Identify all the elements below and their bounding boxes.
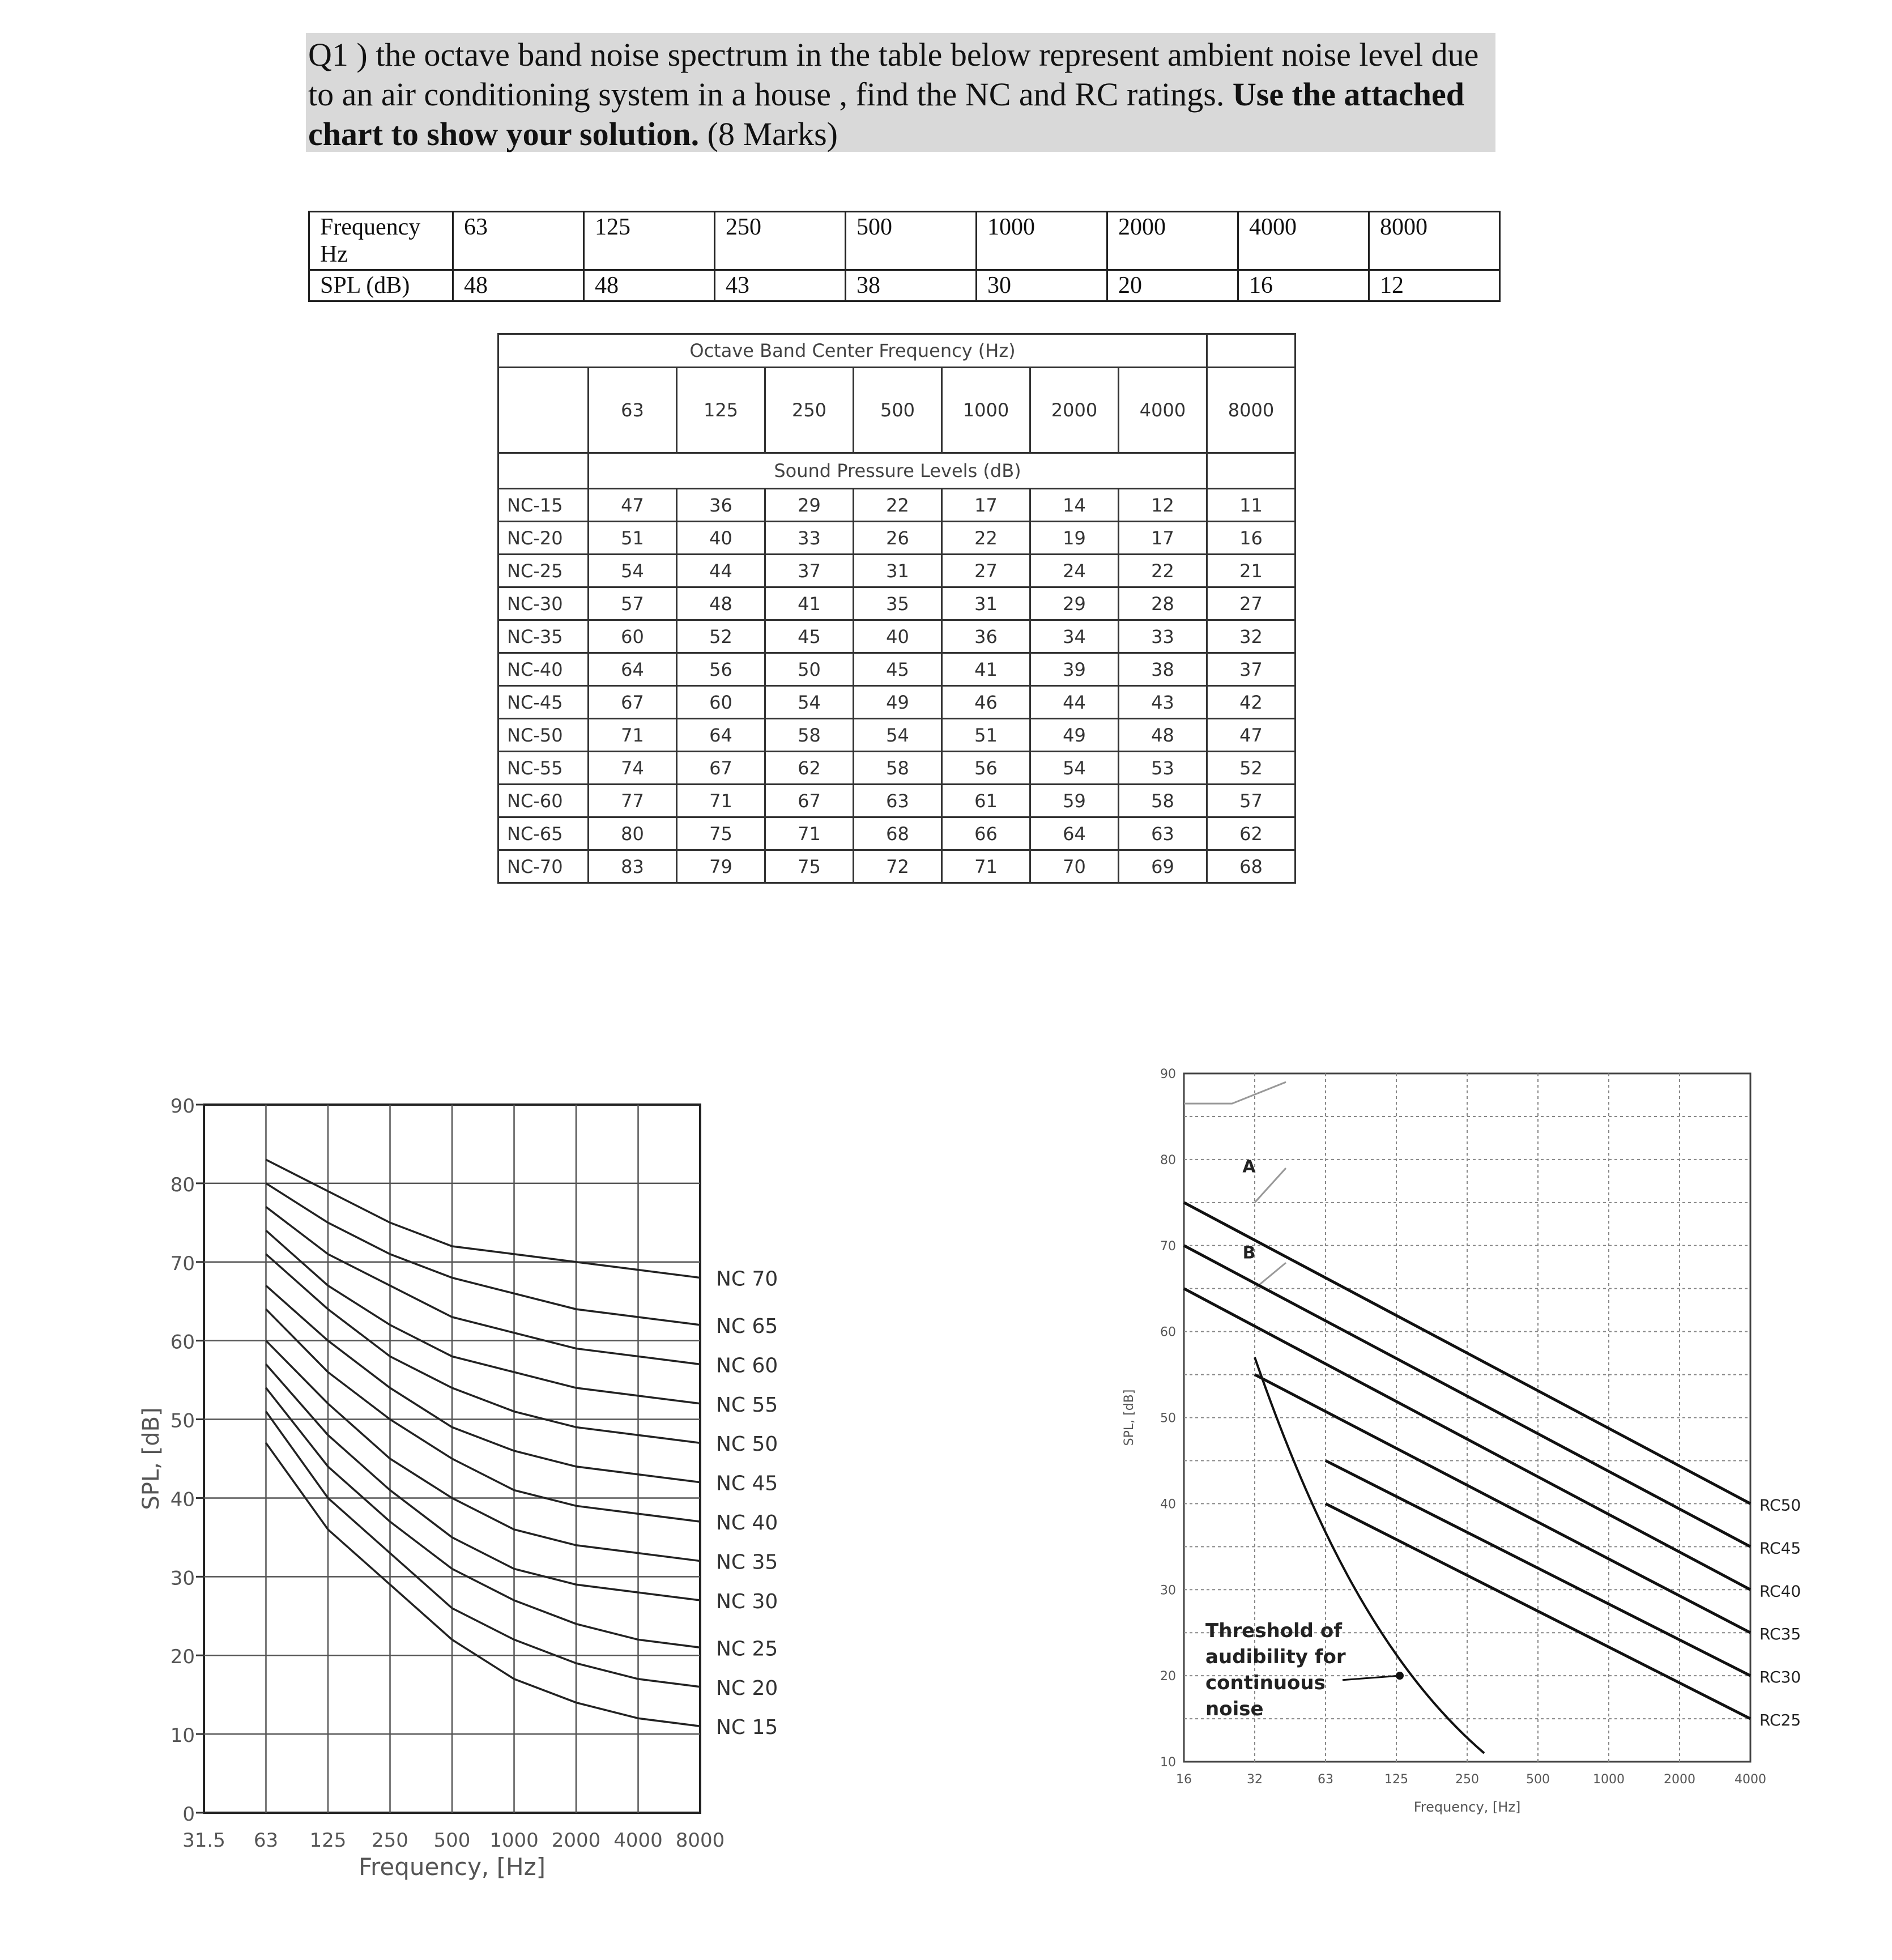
nc-sub-corner xyxy=(498,453,589,489)
nc-value-cell: 64 xyxy=(589,653,677,686)
nc-title-corner xyxy=(1207,334,1296,368)
nc-value-cell: 22 xyxy=(1119,555,1207,587)
nc-curve-line xyxy=(266,1160,701,1277)
nc-freq-header: 4000 xyxy=(1119,368,1207,453)
nc-y-tick-label: 60 xyxy=(170,1331,195,1354)
nc-frequency-row xyxy=(498,368,1296,453)
nc-y-tick-label: 40 xyxy=(170,1488,195,1511)
nc-value-cell: 37 xyxy=(765,555,854,587)
nc-curve-line xyxy=(266,1388,701,1647)
rc-curve-label: RC50 xyxy=(1759,1495,1801,1515)
nc-row-name: NC-40 xyxy=(498,653,589,686)
nc-value-cell: 40 xyxy=(854,620,942,653)
nc-table-row xyxy=(498,719,1296,752)
nc-value-cell: 60 xyxy=(677,686,765,719)
nc-value-cell: 32 xyxy=(1207,620,1296,653)
nc-value-cell: 21 xyxy=(1207,555,1296,587)
spl-cell: 20 xyxy=(1107,270,1238,301)
spl-cell: 48 xyxy=(453,270,584,301)
nc-value-cell: 58 xyxy=(765,719,854,752)
nc-x-tick-label: 31.5 xyxy=(182,1829,225,1852)
rc-y-tick-label: 60 xyxy=(1160,1325,1176,1340)
nc-x-tick-label: 63 xyxy=(253,1829,279,1852)
nc-value-cell: 69 xyxy=(1119,850,1207,883)
freq-cell: 63 xyxy=(453,212,584,270)
rc-x-tick-label: 250 xyxy=(1455,1772,1479,1787)
nc-subtitle-row xyxy=(498,453,1296,489)
nc-curve-line xyxy=(266,1285,701,1482)
nc-value-cell: 26 xyxy=(854,522,942,555)
nc-value-cell: 56 xyxy=(942,752,1030,785)
rc-curve-label: RC25 xyxy=(1759,1711,1801,1730)
nc-x-tick-label: 500 xyxy=(433,1829,471,1852)
spl-cell: 43 xyxy=(715,270,846,301)
nc-curves-chart xyxy=(113,1076,778,1898)
spl-cell: 38 xyxy=(846,270,977,301)
nc-value-cell: 53 xyxy=(1119,752,1207,785)
nc-value-cell: 31 xyxy=(854,555,942,587)
nc-value-cell: 44 xyxy=(1030,686,1119,719)
nc-curve-label: NC 30 xyxy=(716,1590,778,1613)
nc-freq-corner xyxy=(498,368,589,453)
nc-value-cell: 41 xyxy=(765,587,854,620)
nc-curve-line xyxy=(266,1412,701,1687)
nc-value-cell: 19 xyxy=(1030,522,1119,555)
rc-y-tick-label: 70 xyxy=(1160,1239,1176,1254)
nc-value-cell: 34 xyxy=(1030,620,1119,653)
nc-curve-label: NC 20 xyxy=(716,1676,778,1700)
nc-value-cell: 64 xyxy=(1030,817,1119,850)
nc-value-cell: 54 xyxy=(589,555,677,587)
nc-x-axis-label: Frequency, [Hz] xyxy=(358,1853,546,1881)
rc-y-tick-label: 10 xyxy=(1160,1756,1176,1770)
nc-row-name: NC-65 xyxy=(498,817,589,850)
rc-threshold-dot xyxy=(1396,1672,1404,1680)
nc-value-cell: 54 xyxy=(854,719,942,752)
nc-table-subtitle: Sound Pressure Levels (dB) xyxy=(589,453,1207,489)
nc-value-cell: 75 xyxy=(765,850,854,883)
nc-curve-label: NC 55 xyxy=(716,1393,778,1417)
freq-cell: 1000 xyxy=(977,212,1107,270)
nc-value-cell: 36 xyxy=(677,489,765,522)
nc-value-cell: 60 xyxy=(589,620,677,653)
nc-freq-header: 2000 xyxy=(1030,368,1119,453)
spl-label: SPL (dB) xyxy=(309,270,453,301)
rc-x-tick-label: 16 xyxy=(1176,1772,1192,1787)
nc-y-tick-label: 30 xyxy=(170,1567,195,1590)
nc-value-cell: 38 xyxy=(1119,653,1207,686)
nc-value-cell: 54 xyxy=(1030,752,1119,785)
nc-value-cell: 29 xyxy=(1030,587,1119,620)
nc-value-cell: 54 xyxy=(765,686,854,719)
rc-region-a-mark xyxy=(1255,1168,1286,1203)
freq-cell: 500 xyxy=(846,212,977,270)
freq-cell: 4000 xyxy=(1238,212,1369,270)
nc-value-cell: 70 xyxy=(1030,850,1119,883)
nc-y-tick-label: 90 xyxy=(170,1095,195,1118)
nc-value-cell: 22 xyxy=(854,489,942,522)
rc-x-tick-label: 4000 xyxy=(1735,1772,1766,1787)
rc-region-a-mark xyxy=(1184,1082,1286,1103)
rc-curves-chart xyxy=(1110,1065,1847,1835)
nc-y-tick-label: 70 xyxy=(170,1252,195,1275)
nc-value-cell: 33 xyxy=(1119,620,1207,653)
nc-table-row xyxy=(498,686,1296,719)
nc-y-tick-label: 80 xyxy=(170,1173,195,1196)
nc-curve-label: NC 50 xyxy=(716,1433,778,1456)
nc-value-cell: 14 xyxy=(1030,489,1119,522)
nc-y-tick-label: 10 xyxy=(170,1724,195,1748)
rc-y-axis-label: SPL, [dB] xyxy=(1122,1389,1136,1446)
nc-freq-header: 63 xyxy=(589,368,677,453)
rc-curve-label: RC40 xyxy=(1759,1582,1801,1601)
spl-cell: 30 xyxy=(977,270,1107,301)
nc-value-cell: 68 xyxy=(854,817,942,850)
rc-y-tick-label: 20 xyxy=(1160,1669,1176,1684)
rc-x-tick-label: 63 xyxy=(1318,1772,1333,1787)
nc-value-cell: 31 xyxy=(942,587,1030,620)
nc-value-cell: 41 xyxy=(942,653,1030,686)
nc-curve-label: NC 15 xyxy=(716,1716,778,1740)
nc-value-cell: 40 xyxy=(677,522,765,555)
nc-value-cell: 68 xyxy=(1207,850,1296,883)
nc-value-cell: 67 xyxy=(589,686,677,719)
nc-table-row xyxy=(498,653,1296,686)
nc-table-row xyxy=(498,555,1296,587)
spl-cell: 12 xyxy=(1369,270,1500,301)
nc-value-cell: 62 xyxy=(765,752,854,785)
nc-value-cell: 75 xyxy=(677,817,765,850)
nc-value-cell: 58 xyxy=(1119,785,1207,817)
nc-table-title: Octave Band Center Frequency (Hz) xyxy=(498,334,1207,368)
nc-value-cell: 11 xyxy=(1207,489,1296,522)
rc-curve-label: RC35 xyxy=(1759,1625,1801,1644)
nc-curve-label: NC 70 xyxy=(716,1267,778,1291)
rc-region-a-label: A xyxy=(1242,1157,1256,1177)
rc-y-tick-label: 40 xyxy=(1160,1497,1176,1512)
nc-value-cell: 43 xyxy=(1119,686,1207,719)
nc-row-name: NC-20 xyxy=(498,522,589,555)
nc-value-cell: 47 xyxy=(589,489,677,522)
nc-value-cell: 42 xyxy=(1207,686,1296,719)
freq-cell: 2000 xyxy=(1107,212,1238,270)
rc-curve-label: RC45 xyxy=(1759,1539,1801,1558)
question-marks: (8 Marks) xyxy=(699,116,838,152)
nc-value-cell: 57 xyxy=(1207,785,1296,817)
nc-freq-header: 500 xyxy=(854,368,942,453)
question-text xyxy=(306,33,1495,152)
nc-value-cell: 35 xyxy=(854,587,942,620)
nc-value-cell: 58 xyxy=(854,752,942,785)
nc-value-cell: 16 xyxy=(1207,522,1296,555)
nc-value-cell: 27 xyxy=(1207,587,1296,620)
freq-cell: 8000 xyxy=(1369,212,1500,270)
nc-value-cell: 63 xyxy=(1119,817,1207,850)
nc-value-cell: 62 xyxy=(1207,817,1296,850)
nc-value-cell: 71 xyxy=(942,850,1030,883)
nc-freq-header: 8000 xyxy=(1207,368,1296,453)
nc-table-row xyxy=(498,489,1296,522)
nc-value-cell: 64 xyxy=(677,719,765,752)
frequency-label: Frequency Hz xyxy=(309,212,453,270)
nc-value-cell: 28 xyxy=(1119,587,1207,620)
nc-freq-header: 250 xyxy=(765,368,854,453)
rc-x-tick-label: 1000 xyxy=(1593,1772,1625,1787)
nc-value-cell: 51 xyxy=(942,719,1030,752)
nc-freq-header: 125 xyxy=(677,368,765,453)
nc-value-cell: 79 xyxy=(677,850,765,883)
spl-cell: 16 xyxy=(1238,270,1369,301)
nc-value-cell: 48 xyxy=(1119,719,1207,752)
nc-y-tick-label: 50 xyxy=(170,1409,195,1433)
spectrum-spl-row xyxy=(309,270,1500,301)
spectrum-frequency-row xyxy=(309,212,1500,270)
nc-row-name: NC-45 xyxy=(498,686,589,719)
nc-value-cell: 36 xyxy=(942,620,1030,653)
nc-x-tick-label: 1000 xyxy=(489,1829,539,1852)
nc-curve-label: NC 60 xyxy=(716,1354,778,1378)
nc-x-tick-label: 2000 xyxy=(551,1829,601,1852)
nc-title-row xyxy=(498,334,1296,368)
rc-x-tick-label: 32 xyxy=(1247,1772,1263,1787)
rc-y-tick-label: 50 xyxy=(1160,1411,1176,1426)
nc-y-axis-label: SPL, [dB] xyxy=(138,1407,164,1510)
nc-curve-label: NC 35 xyxy=(716,1550,778,1574)
nc-value-cell: 83 xyxy=(589,850,677,883)
nc-value-cell: 17 xyxy=(1119,522,1207,555)
nc-row-name: NC-35 xyxy=(498,620,589,653)
rc-x-tick-label: 500 xyxy=(1526,1772,1550,1787)
nc-row-name: NC-60 xyxy=(498,785,589,817)
nc-value-cell: 24 xyxy=(1030,555,1119,587)
nc-value-cell: 29 xyxy=(765,489,854,522)
nc-value-cell: 80 xyxy=(589,817,677,850)
nc-value-cell: 49 xyxy=(1030,719,1119,752)
nc-curve-line xyxy=(266,1254,701,1443)
spectrum-table xyxy=(308,211,1501,302)
nc-value-cell: 46 xyxy=(942,686,1030,719)
nc-table-row xyxy=(498,785,1296,817)
nc-freq-header: 1000 xyxy=(942,368,1030,453)
nc-table-row xyxy=(498,587,1296,620)
nc-value-cell: 44 xyxy=(677,555,765,587)
nc-value-cell: 56 xyxy=(677,653,765,686)
nc-criteria-table xyxy=(497,333,1296,884)
rc-region-b-label: B xyxy=(1242,1243,1256,1263)
nc-row-name: NC-15 xyxy=(498,489,589,522)
nc-x-tick-label: 4000 xyxy=(613,1829,663,1852)
nc-sub-corner xyxy=(1207,453,1296,489)
nc-value-cell: 71 xyxy=(765,817,854,850)
nc-value-cell: 57 xyxy=(589,587,677,620)
nc-table-row xyxy=(498,522,1296,555)
nc-value-cell: 63 xyxy=(854,785,942,817)
nc-value-cell: 45 xyxy=(854,653,942,686)
nc-value-cell: 37 xyxy=(1207,653,1296,686)
nc-value-cell: 17 xyxy=(942,489,1030,522)
nc-value-cell: 22 xyxy=(942,522,1030,555)
nc-curve-label: NC 45 xyxy=(716,1472,778,1495)
nc-value-cell: 33 xyxy=(765,522,854,555)
nc-y-tick-label: 0 xyxy=(182,1803,195,1826)
nc-curve-line xyxy=(266,1183,701,1325)
nc-value-cell: 48 xyxy=(677,587,765,620)
nc-value-cell: 66 xyxy=(942,817,1030,850)
nc-value-cell: 67 xyxy=(765,785,854,817)
nc-value-cell: 27 xyxy=(942,555,1030,587)
nc-table-row xyxy=(498,752,1296,785)
nc-value-cell: 71 xyxy=(677,785,765,817)
nc-value-cell: 52 xyxy=(677,620,765,653)
rc-threshold-annotation: noise xyxy=(1205,1697,1264,1720)
nc-value-cell: 52 xyxy=(1207,752,1296,785)
rc-curve-line xyxy=(1184,1203,1750,1504)
nc-value-cell: 72 xyxy=(854,850,942,883)
nc-value-cell: 12 xyxy=(1119,489,1207,522)
question-bold-instruction: Use the attached chart to show your solution. xyxy=(308,76,1465,152)
rc-threshold-annotation: continuous xyxy=(1205,1671,1326,1694)
nc-x-tick-label: 8000 xyxy=(675,1829,725,1852)
nc-x-tick-label: 125 xyxy=(309,1829,347,1852)
nc-value-cell: 45 xyxy=(765,620,854,653)
nc-row-name: NC-30 xyxy=(498,587,589,620)
nc-curve-label: NC 40 xyxy=(716,1511,778,1535)
freq-cell: 125 xyxy=(584,212,715,270)
nc-value-cell: 39 xyxy=(1030,653,1119,686)
nc-table-row xyxy=(498,850,1296,883)
rc-threshold-annotation: audibility for xyxy=(1205,1645,1346,1668)
nc-value-cell: 50 xyxy=(765,653,854,686)
rc-x-tick-label: 2000 xyxy=(1664,1772,1695,1787)
nc-value-cell: 59 xyxy=(1030,785,1119,817)
nc-table-row xyxy=(498,817,1296,850)
nc-table-row xyxy=(498,620,1296,653)
nc-curve-label: NC 25 xyxy=(716,1637,778,1661)
nc-y-tick-label: 20 xyxy=(170,1646,195,1669)
rc-y-tick-label: 80 xyxy=(1160,1153,1176,1168)
nc-row-name: NC-55 xyxy=(498,752,589,785)
nc-row-name: NC-50 xyxy=(498,719,589,752)
nc-curve-label: NC 65 xyxy=(716,1314,778,1338)
nc-value-cell: 51 xyxy=(589,522,677,555)
nc-row-name: NC-25 xyxy=(498,555,589,587)
rc-x-axis-label: Frequency, [Hz] xyxy=(1413,1799,1521,1815)
rc-threshold-annotation: Threshold of xyxy=(1205,1619,1343,1642)
rc-y-tick-label: 90 xyxy=(1160,1067,1176,1081)
question-body: Q1 ) the octave band noise spectrum in the table below represent ambient noise level due to an air conditioning system in a house , find the NC and RC ratings. xyxy=(308,36,1479,113)
nc-x-tick-label: 250 xyxy=(372,1829,408,1852)
nc-value-cell: 67 xyxy=(677,752,765,785)
freq-cell: 250 xyxy=(715,212,846,270)
spl-cell: 48 xyxy=(584,270,715,301)
nc-row-name: NC-70 xyxy=(498,850,589,883)
nc-value-cell: 74 xyxy=(589,752,677,785)
rc-y-tick-label: 30 xyxy=(1160,1583,1176,1598)
rc-threshold-pointer xyxy=(1343,1676,1400,1680)
nc-value-cell: 61 xyxy=(942,785,1030,817)
nc-value-cell: 47 xyxy=(1207,719,1296,752)
rc-x-tick-label: 125 xyxy=(1384,1772,1408,1787)
rc-curve-label: RC30 xyxy=(1759,1668,1801,1687)
nc-value-cell: 49 xyxy=(854,686,942,719)
nc-value-cell: 77 xyxy=(589,785,677,817)
nc-value-cell: 71 xyxy=(589,719,677,752)
